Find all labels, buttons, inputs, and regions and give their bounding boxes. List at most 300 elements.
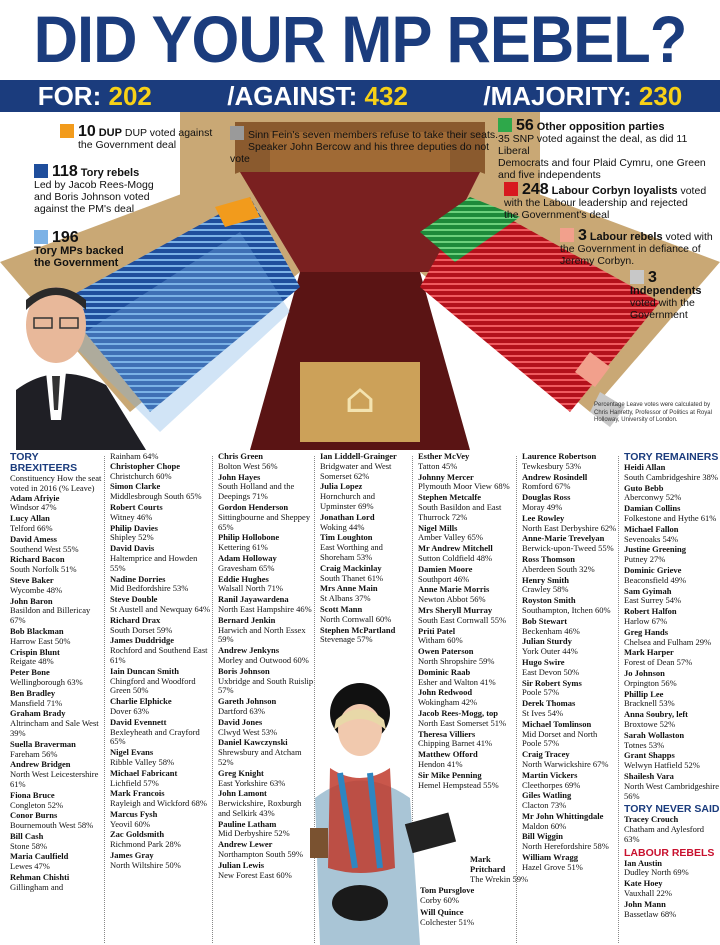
mp-constituency: East Devon 50%: [522, 666, 580, 677]
against-count: /AGAINST: 432: [227, 80, 408, 111]
mp-constituency: East Worthing and Shoreham 53%: [320, 542, 383, 562]
rees-mogg-photo: [6, 280, 156, 450]
mp-entry: [218, 503, 314, 532]
mp-name: Bernard Jenkin: [218, 614, 276, 625]
mp-entry: [418, 452, 516, 472]
mp-entry: [10, 668, 104, 688]
mp-entry: [624, 504, 720, 524]
mp-constituency: Hazel Grove 51%: [522, 861, 583, 872]
mp-constituency: South East Cornwall 55%: [418, 614, 507, 625]
mp-name: Johnny Mercer: [418, 471, 474, 482]
mp-name: Steve Double: [110, 594, 158, 605]
mp-name: Matthew Offord: [418, 749, 478, 760]
mp-constituency: Orpington 56%: [624, 677, 677, 688]
mp-constituency: Windsor 47%: [10, 502, 57, 513]
mp-entry: [522, 791, 618, 811]
mp-constituency: Woking 44%: [320, 521, 365, 532]
mp-constituency: Telford 66%: [10, 522, 53, 533]
mp-constituency: Tewkesbury 53%: [522, 460, 582, 471]
mp-constituency: Totnes 53%: [624, 739, 665, 750]
mp-constituency: Berwick-upon-Tweed 55%: [522, 543, 614, 554]
mp-name: Boris Johnson: [218, 665, 270, 676]
mp-name: Theresa Villiers: [418, 728, 476, 739]
mp-constituency: East Yorkshire 63%: [218, 777, 286, 788]
mp-constituency: North West Cambridgeshire 56%: [624, 780, 720, 801]
mp-entry: [110, 595, 212, 615]
mp-entry: [110, 697, 212, 717]
mp-constituency: Wycombe 48%: [10, 584, 63, 595]
mp-entry: [320, 626, 412, 646]
mp-constituency: Mid Bedfordshire 53%: [110, 583, 189, 594]
mp-entry: [624, 879, 720, 899]
mp-constituency: Moray 49%: [522, 501, 563, 512]
mp-name: Tim Loughton: [320, 532, 373, 543]
mp-name: Julian Sturdy: [522, 636, 572, 647]
mp-entry: [110, 462, 212, 482]
mp-name: David Jones: [218, 716, 263, 727]
mp-name: Chris Green: [218, 452, 263, 461]
mp-name: Priti Patel: [418, 625, 456, 636]
mp-entry: [624, 607, 720, 627]
mp-entry: [110, 810, 212, 830]
mp-entry: [218, 473, 314, 502]
vote-bar: [0, 80, 720, 112]
mp-name: Nigel Mills: [418, 522, 458, 533]
mp-entry: [624, 859, 720, 879]
mp-constituency: Lichfield 57%: [110, 777, 159, 788]
mp-constituency: Chatham and Aylesford 63%: [624, 824, 704, 844]
mp-constituency: Rochford and Southend East 61%: [110, 645, 208, 665]
legend-tory-rebels: 118 Tory rebels Led by Jacob Rees-Mogg and Boris Johnson voted against the PM's deal: [34, 163, 154, 215]
mp-constituency: Welwyn Hatfield 52%: [624, 760, 700, 771]
mp-name: Richard Drax: [110, 614, 161, 625]
column-tory-brexiteers-2: [106, 452, 212, 945]
mp-entry: [624, 900, 720, 920]
mp-constituency: Hendon 41%: [418, 758, 463, 769]
legend-tory-backed: 196 Tory MPs backed the Government: [34, 229, 124, 269]
mp-name: John Redwood: [418, 687, 473, 698]
mp-constituency: North East Somerset 51%: [418, 717, 507, 728]
mp-name: Anna Soubry, left: [624, 709, 688, 720]
mp-entry: [522, 555, 618, 575]
mp-entry: [110, 503, 212, 523]
mp-constituency: Mid Dorset and North Poole 57%: [522, 728, 598, 749]
mp-constituency: St Ives 54%: [522, 707, 564, 718]
mp-entry: [624, 545, 720, 565]
mp-constituency: Stevenage 57%: [320, 634, 373, 645]
mp-constituency: Wokingham 42%: [418, 697, 478, 708]
mp-entry: [218, 452, 314, 472]
mp-constituency: Mid Derbyshire 52%: [218, 828, 290, 839]
mp-name: Ian Liddell-Grainger: [320, 452, 397, 461]
mp-name: Damian Collins: [624, 503, 681, 514]
mp-name: Ranil Jayawardena: [218, 594, 289, 605]
mp-name: John Hayes: [218, 471, 261, 482]
mp-name: Andrew Lewer: [218, 839, 273, 850]
mp-entry: [10, 535, 104, 555]
caption-mark-pritchard: Mark Pritchard The Wrekin 59%: [470, 854, 529, 884]
mp-entry: [522, 679, 618, 699]
labour-loyal-swatch: [504, 182, 518, 196]
mp-entry: [110, 748, 212, 768]
mp-entry: [624, 669, 720, 689]
mp-name: Fiona Bruce: [10, 789, 55, 800]
independents-swatch: [630, 270, 644, 284]
mp-entry: [624, 484, 720, 504]
mp-constituency: Clacton 73%: [522, 800, 567, 811]
mp-name: Craig Tracey: [522, 749, 570, 760]
mp-entry: [320, 482, 412, 511]
mp-entry: [522, 853, 618, 873]
mp-constituency: Bridgwater and West Somerset 62%: [320, 460, 392, 481]
mp-entry: [624, 710, 720, 730]
mp-name: Grant Shapps: [624, 750, 675, 761]
mp-name: Andrew Bridgen: [10, 759, 71, 770]
mp-entry: [522, 720, 618, 749]
mp-entry: [418, 585, 516, 605]
mp-constituency: South Cambridgeshire 38%: [624, 471, 718, 482]
column-heading: TORY BREXITEERS: [10, 452, 78, 474]
mp-constituency: Vauxhall 22%: [624, 888, 672, 899]
mp-name: Nigel Evans: [110, 747, 154, 758]
mp-name: Guto Bebb: [624, 482, 664, 493]
mp-name: Scott Mann: [320, 603, 363, 614]
mp-entry: [624, 566, 720, 586]
mp-constituency: Gillingham and: [10, 881, 64, 892]
mp-name: Sir Robert Syms: [522, 677, 582, 688]
mp-entry: [522, 596, 618, 616]
mp-constituency: South Norfolk 51%: [10, 564, 77, 575]
mp-name: Ross Thomson: [522, 553, 575, 564]
mp-constituency: Witney 46%: [110, 511, 153, 522]
mp-name: Sam Gyimah: [624, 585, 672, 596]
mp-constituency: Shipley 52%: [110, 532, 154, 543]
mp-name: Bill Cash: [10, 830, 44, 841]
mp-constituency: Dover 63%: [110, 705, 149, 716]
mp-entry: [218, 554, 314, 574]
sinn-fein-swatch: [230, 126, 244, 140]
mp-name: Marcus Fysh: [110, 808, 158, 819]
mp-constituency: Southport 46%: [418, 573, 470, 584]
mp-constituency: Dartford 63%: [218, 705, 265, 716]
mp-entry: [522, 534, 618, 554]
column-tory-brexiteers-3: [214, 452, 314, 945]
mp-constituency: Basildon and Billericay 67%: [10, 605, 91, 626]
mp-constituency: Broxtowe 52%: [624, 718, 676, 729]
mp-entry: [522, 452, 618, 472]
mp-constituency: Fareham 56%: [10, 748, 58, 759]
mp-name: John Mann: [624, 898, 666, 909]
mp-name: Esther McVey: [418, 452, 470, 461]
mp-name: Shailesh Vara: [624, 770, 674, 781]
mp-name: Heidi Allan: [624, 462, 666, 472]
mp-entry: [10, 597, 104, 626]
mp-entry: [10, 832, 104, 852]
majority-count: /MAJORITY: 230: [483, 80, 683, 111]
mp-entry: [110, 789, 212, 809]
mp-constituency: North Wiltshire 50%: [110, 859, 181, 870]
svg-text:⌂: ⌂: [344, 376, 376, 422]
mp-name: David Evennett: [110, 716, 167, 727]
mp-name: Mr Andrew Mitchell: [418, 543, 493, 554]
mp-constituency: Southampton, Itchen 60%: [522, 604, 611, 615]
mp-name: Christopher Chope: [110, 460, 180, 471]
mp-name: Jo Johnson: [624, 667, 665, 678]
mp-name: Anne-Marie Trevelyan: [522, 533, 605, 544]
for-count: FOR: 202: [37, 80, 152, 111]
mp-entry: [624, 815, 720, 844]
mp-entry: [320, 564, 412, 584]
mp-constituency: Amber Valley 65%: [418, 532, 483, 543]
mp-name: Damien Moore: [418, 563, 473, 574]
mp-name: Hugo Swire: [522, 656, 565, 667]
mp-name: Philip Davies: [110, 522, 158, 533]
mp-name: Ian Austin: [624, 857, 663, 868]
tory-backed-swatch: [34, 230, 48, 244]
mp-constituency: Cleethorpes 69%: [522, 779, 581, 790]
tory-rebels-swatch: [34, 164, 48, 178]
mp-constituency: Sevenoaks 54%: [624, 533, 679, 544]
mp-constituency: South Dorset 59%: [110, 624, 173, 635]
mp-constituency: Romford 67%: [522, 481, 571, 492]
mp-entry: [110, 769, 212, 789]
mp-constituency: Chingford and Woodford Green 50%: [110, 675, 196, 696]
mp-name: Greg Hands: [624, 626, 669, 637]
mp-entry: [418, 493, 516, 522]
divider: [618, 456, 619, 943]
mp-name: Lee Rowley: [522, 512, 565, 523]
mp-entry: [624, 772, 720, 801]
mp-constituency: Reigate 48%: [10, 656, 54, 667]
mp-constituency: Bassetlaw 68%: [624, 908, 677, 919]
mp-entry: [110, 524, 212, 544]
mp-name: Adam Afriyie: [10, 492, 60, 503]
mp-constituency: Plymouth Moor View 68%: [418, 481, 510, 492]
mp-constituency: North Cornwall 60%: [320, 613, 392, 624]
mp-entry: [624, 648, 720, 668]
mp-entry: [624, 690, 720, 710]
mp-constituency: North Shropshire 59%: [418, 655, 495, 666]
mp-name: Peter Bone: [10, 667, 50, 678]
mp-name: Conor Burns: [10, 810, 58, 821]
mp-entry: [320, 605, 412, 625]
mp-constituency: South Holland and the Deepings 71%: [218, 481, 295, 502]
mp-constituency: Bexleyheath and Crayford 65%: [110, 726, 200, 747]
mp-constituency: Aberconwy 52%: [624, 492, 682, 503]
mp-entry: [320, 513, 412, 533]
mp-constituency: Dudley North 69%: [624, 867, 689, 878]
mp-entry: [10, 760, 104, 789]
mp-name: Jonathan Lord: [320, 511, 375, 522]
mp-constituency: Shrewsbury and Atcham 52%: [218, 747, 302, 767]
mp-constituency: Maldon 60%: [522, 820, 567, 831]
mp-name: Robert Halfon: [624, 606, 677, 617]
legend-labour-rebels: 3 Labour rebels voted with the Government in defiance of Jeremy Corbyn.: [560, 227, 713, 267]
legend-labour-loyal: 248 Labour Corbyn loyalists voted with the Labour leadership and rejected the Government's deal: [504, 181, 707, 221]
mp-name: Simon Clarke: [110, 481, 161, 492]
mp-entry: [624, 587, 720, 607]
mp-constituency: Kettering 61%: [218, 542, 268, 553]
mp-entry: [10, 709, 104, 738]
mp-name: Ben Bradley: [10, 687, 56, 698]
mp-constituency: Clwyd West 53%: [218, 726, 278, 737]
mp-name: Jacob Rees-Mogg, top: [418, 707, 499, 718]
mp-name: Craig Mackinlay: [320, 562, 382, 573]
mp-constituency: Ribble Valley 58%: [110, 756, 175, 767]
page-title: DID YOUR MP REBEL?: [33, 2, 687, 76]
mp-constituency: Middlesbrough South 65%: [110, 491, 202, 502]
mp-entry: [10, 514, 104, 534]
mp-entry: [522, 637, 618, 657]
mp-name: John Lamont: [218, 788, 267, 799]
column-heading: TORY REMAINERS: [624, 452, 719, 463]
mp-entry: [522, 658, 618, 678]
mp-constituency: Bracknell 53%: [624, 698, 675, 709]
mp-entry: [110, 830, 212, 850]
mp-constituency: North West Leicestershire 61%: [10, 769, 99, 789]
mp-name: Anne Marie Morris: [418, 584, 490, 595]
mp-name: Charlie Elphicke: [110, 696, 172, 707]
mp-constituency: East Surrey 54%: [624, 595, 682, 606]
mp-name: Bob Blackman: [10, 625, 64, 636]
source-note: Percentage Leave votes were calculated by Chris Hanretty, Professor of Politics at Royal Holloway, University of London.: [594, 402, 712, 423]
mp-name: Andrew Jenkyns: [218, 645, 280, 656]
mp-name: Derek Thomas: [522, 698, 576, 709]
mp-name: Philip Hollobone: [218, 532, 280, 543]
mp-name: Dominic Raab: [418, 666, 471, 677]
column-tory-brexiteers-6: [518, 452, 618, 945]
mp-entry: [624, 628, 720, 648]
mp-constituency: York Outer 44%: [522, 646, 578, 657]
mp-name: Owen Paterson: [418, 646, 474, 657]
mp-name: Sarah Wollaston: [624, 729, 685, 740]
mp-name: Mrs Sheryll Murray: [418, 604, 493, 615]
mp-constituency: Sittingbourne and Sheppey 65%: [218, 511, 311, 532]
mp-constituency: North Herefordshire 58%: [522, 841, 609, 852]
mp-constituency: Chipping Barnet 41%: [418, 738, 493, 749]
mp-name: Royston Smith: [522, 595, 576, 606]
mp-name: Julia Lopez: [320, 481, 363, 492]
mp-entry: [418, 473, 516, 493]
mp-constituency: Haltemprice and Howden 55%: [110, 552, 198, 573]
mp-constituency: South Basildon and East Thurrock 72%: [418, 501, 502, 522]
mp-entry: [522, 617, 618, 637]
mp-constituency: Chelsea and Fulham 29%: [624, 636, 712, 647]
mp-name: James Gray: [110, 850, 154, 861]
column-heading: TORY NEVER SAID: [624, 803, 720, 816]
labour-rebels-swatch: [560, 228, 574, 242]
mp-entry: [110, 482, 212, 502]
mp-entry: [320, 452, 412, 481]
mp-name: Nadine Dorries: [110, 573, 166, 584]
column-tory-remainers: [620, 452, 720, 945]
mp-name: Michael Tomlinson: [522, 718, 592, 729]
mp-constituency: Morley and Outwood 60%: [218, 654, 309, 665]
mp-constituency: Rayleigh and Wickford 68%: [110, 798, 207, 809]
mp-constituency: Uxbridge and South Ruislip 57%: [218, 675, 314, 696]
mp-entry: [522, 771, 618, 791]
mp-name: Mr John Whittingdale: [522, 810, 604, 821]
mp-constituency: Putney 27%: [624, 554, 666, 565]
mp-name: Dominic Grieve: [624, 564, 682, 575]
mp-entry: [110, 667, 212, 696]
mp-name: Lucy Allan: [10, 513, 50, 524]
mp-entry: [10, 494, 104, 514]
mp-entry: [218, 646, 314, 666]
mp-entry: [218, 616, 314, 645]
mp-name: David Davis: [110, 543, 155, 554]
mp-name: Suella Braverman: [10, 738, 76, 749]
mp-entry: [418, 524, 516, 544]
mp-entry: [10, 740, 104, 760]
mp-constituency: Altrincham and Sale West 39%: [10, 718, 99, 738]
mp-name: John Baron: [10, 595, 53, 606]
dup-swatch: [60, 124, 74, 138]
mp-name: Michael Fallon: [624, 523, 679, 534]
mp-entry: [418, 565, 516, 585]
mp-constituency: Beckenham 46%: [522, 625, 580, 636]
mp-name: Richard Bacon: [10, 554, 65, 565]
mp-name: Pauline Latham: [218, 818, 277, 829]
mp-entry: [418, 606, 516, 626]
mp-entry: [10, 576, 104, 596]
legend-other: 56 Other opposition parties 35 SNP voted against the deal, as did 11 Liberal Democrats and four Plaid Cymru, one Green and five independents: [498, 117, 706, 181]
column-tory-brexiteers-1: [6, 452, 104, 945]
mp-constituency: Witham 60%: [418, 635, 463, 646]
mp-name: Douglas Ross: [522, 492, 571, 503]
divider: [104, 456, 105, 943]
mp-name: Steve Baker: [10, 574, 54, 585]
mp-entry: [110, 718, 212, 747]
mp-constituency: St Albans 37%: [320, 593, 371, 604]
caption-will-quince: Will Quince Colchester 51%: [420, 907, 475, 927]
mp-entry: [110, 636, 212, 665]
mp-entry: [522, 812, 618, 832]
mp-name: Iain Duncan Smith: [110, 665, 179, 676]
mp-entry: [624, 731, 720, 751]
mp-constituency: Hemel Hempstead 55%: [418, 779, 499, 790]
mp-constituency: Tatton 45%: [418, 460, 458, 471]
mp-constituency: North East Hampshire 46%: [218, 603, 312, 614]
mp-constituency: Aberdeen South 32%: [522, 563, 595, 574]
mp-constituency: New Forest East 60%: [218, 869, 292, 880]
mp-name: Robert Courts: [110, 501, 163, 512]
mp-constituency: Yeovil 60%: [110, 818, 150, 829]
mp-entry: [10, 811, 104, 831]
mp-name: Martin Vickers: [522, 769, 578, 780]
mp-entry: [10, 627, 104, 647]
mp-constituency: Harlow 67%: [624, 615, 668, 626]
mp-entry: [624, 751, 720, 771]
mp-entry: [110, 616, 212, 636]
mp-constituency: Sutton Coldfield 48%: [418, 552, 493, 563]
mp-name: James Duddridge: [110, 635, 174, 646]
caption-tom-pursglove: Tom Pursglove Corby 60%: [420, 885, 475, 905]
mp-constituency: Bolton West 56%: [218, 460, 278, 471]
mp-constituency: Newton Abbot 56%: [418, 594, 486, 605]
mp-entry: [624, 525, 720, 545]
mp-name: Maria Caulfield: [10, 851, 69, 862]
mp-constituency: Wellingborough 63%: [10, 676, 83, 687]
mp-name: Mrs Anne Main: [320, 583, 378, 594]
mp-constituency: Southend West 55%: [10, 543, 79, 554]
mp-entry: [110, 851, 212, 871]
mp-name: Daniel Kawczynski: [218, 737, 288, 748]
mp-entry: [418, 544, 516, 564]
mp-entry: [10, 555, 104, 575]
mp-name: Rehman Chishti: [10, 872, 70, 883]
mp-name: Stephen McPartland: [320, 624, 396, 635]
